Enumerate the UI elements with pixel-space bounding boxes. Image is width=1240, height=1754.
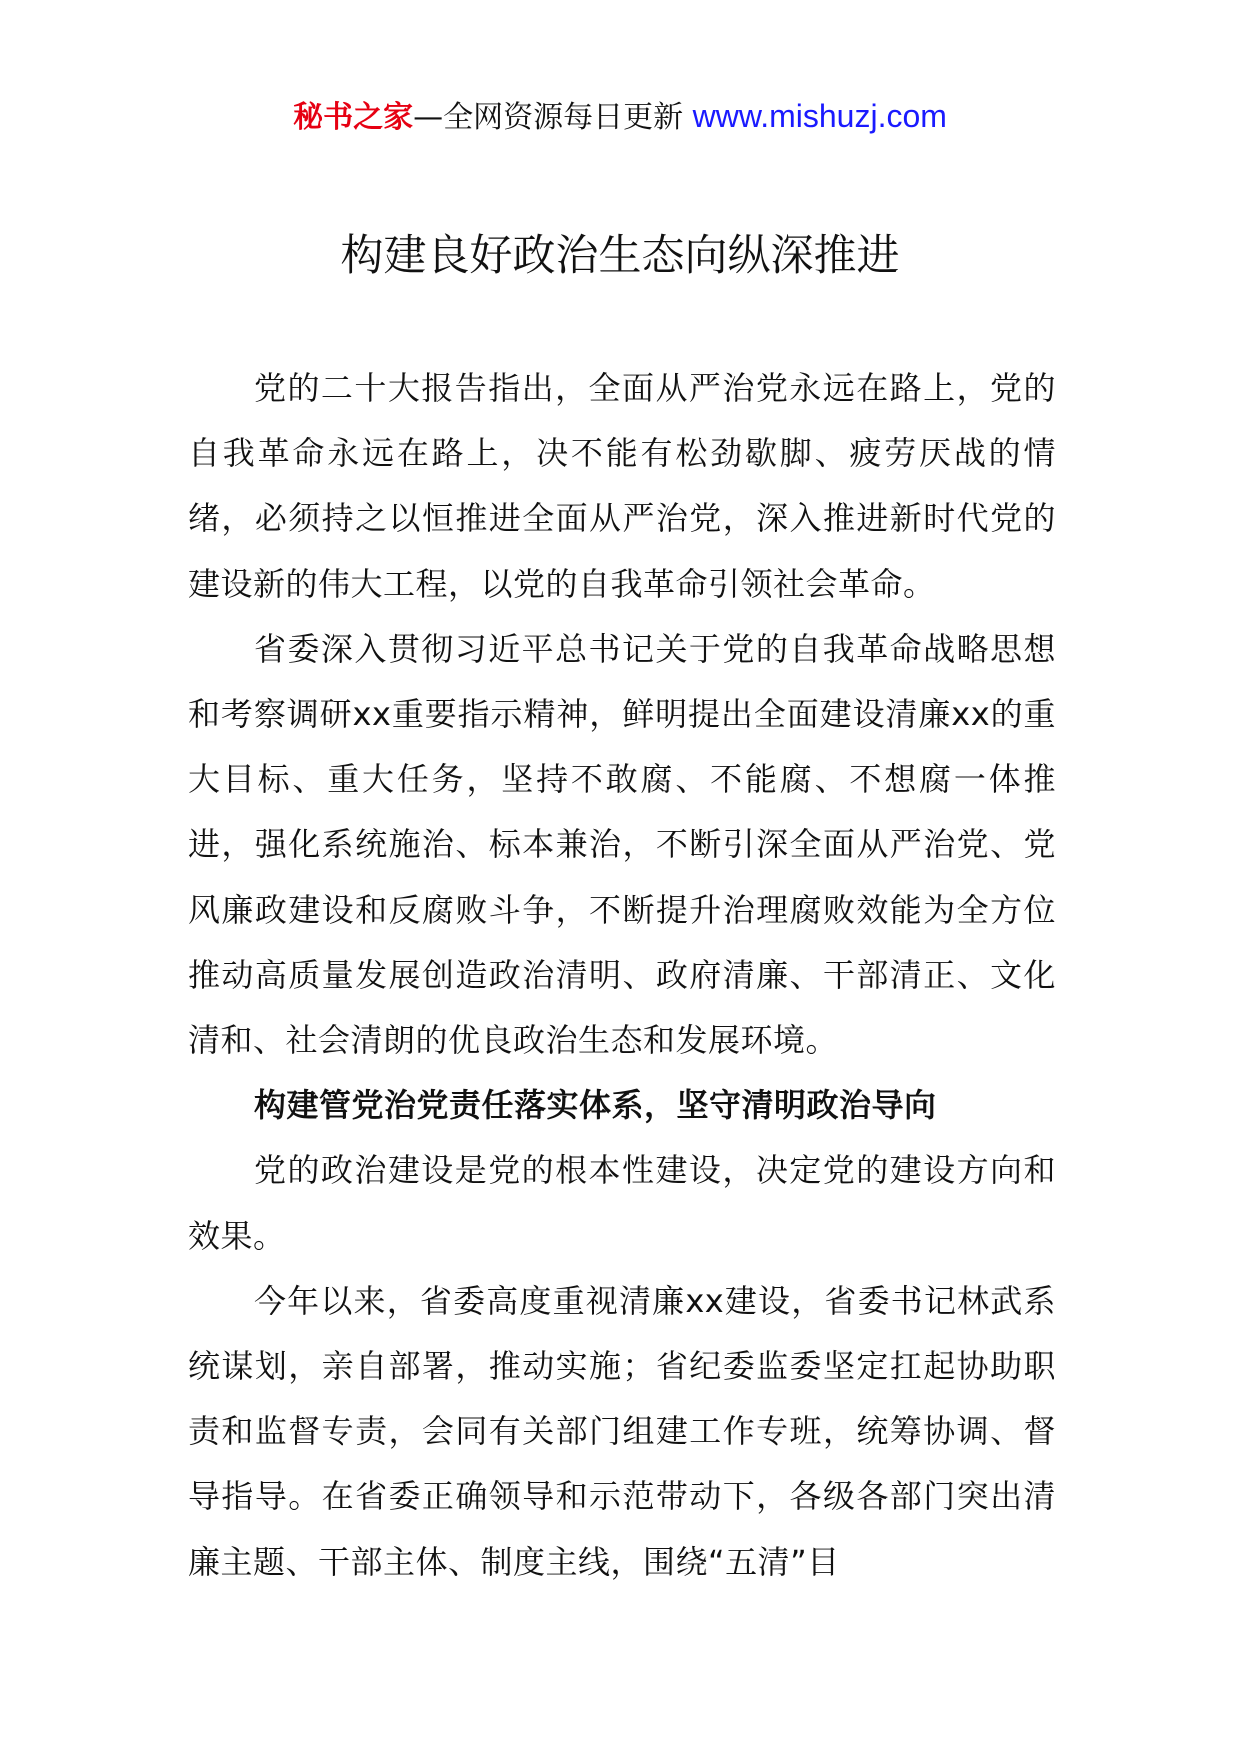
site-url-link[interactable]: www.mishuzj.com bbox=[692, 98, 947, 134]
document-title: 构建良好政治生态向纵深推进 bbox=[340, 231, 900, 281]
paragraph: 省委深入贯彻习近平总书记关于党的自我革命战略思想和考察调研xx重要指示精神，鲜明提出全面建设清廉xx的重大目标、重大任务，坚持不敢腐、不能腐、不想腐一体推进，强化系统施治、标本兼治，不断引深全面从严治党、党风廉政建设和反腐败斗争，不断提升治理腐败效能为全方位推动高质量发展创造政治清明、政府清廉、干部清正、文化清和、社会清朗的优良政治生态和发展环境。 bbox=[188, 629, 1056, 1060]
site-slogan: —全网资源每日更新 bbox=[413, 100, 693, 135]
site-brand: 秘书之家 bbox=[293, 100, 414, 135]
paragraph: 党的二十大报告指出，全面从严治党永远在路上，党的自我革命永远在路上，决不能有松劲歇脚、疲劳厌战的情绪，必须持之以恒推进全面从严治党，深入推进新时代党的建设新的伟大工程，以党的自我革命引领社会革命。 bbox=[188, 369, 1056, 603]
document-body bbox=[188, 356, 1056, 1595]
paragraph: 党的政治建设是党的根本性建设，决定党的建设方向和效果。 bbox=[188, 1151, 1056, 1255]
paragraph: 今年以来，省委高度重视清廉xx建设，省委书记林武系统谋划，亲自部署，推动实施；省纪委监委坚定扛起协助职责和监督专责，会同有关部门组建工作专班，统筹协调、督导指导。在省委正确领导和示范带动下，各级各部门突出清廉主题、干部主体、制度主线，围绕“五清”目 bbox=[188, 1281, 1056, 1581]
section-heading: 构建管党治党责任落实体系，坚守清明政治导向 bbox=[254, 1086, 937, 1125]
site-header bbox=[0, 96, 1240, 138]
